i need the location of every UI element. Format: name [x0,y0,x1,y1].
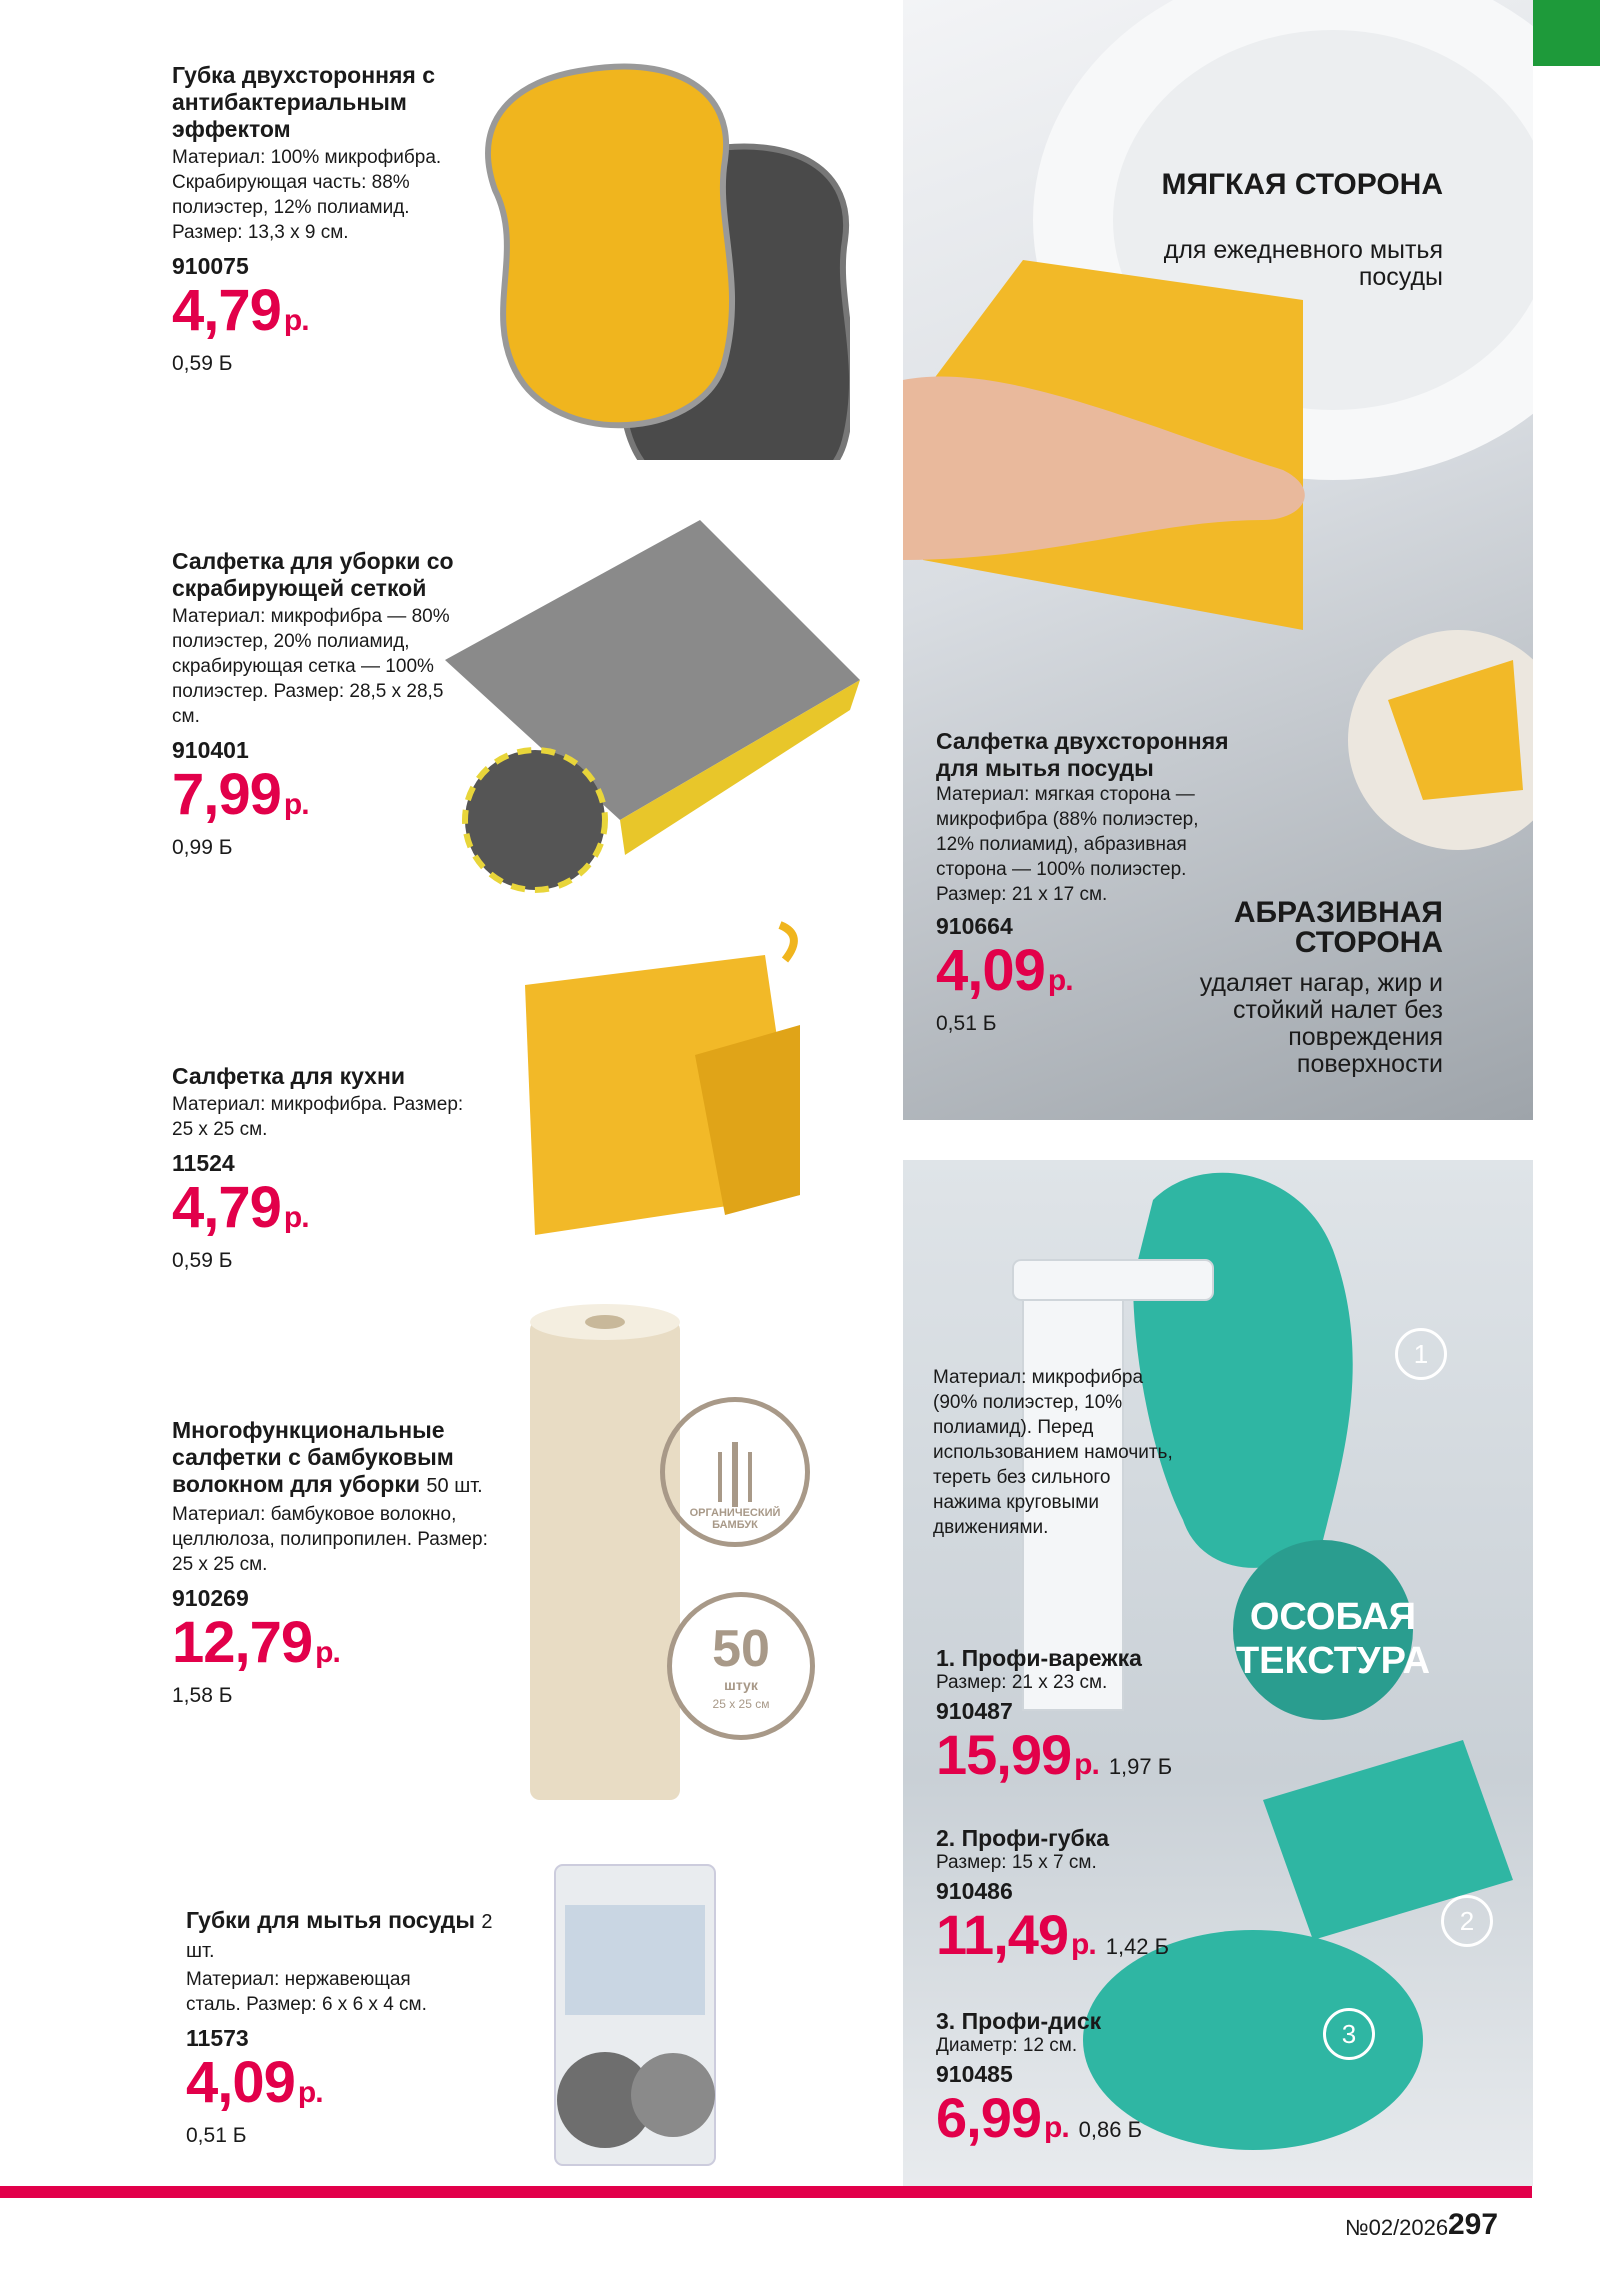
double-sided-cloth-info [936,728,1241,1036]
item-code: 910487 [936,1698,1013,1724]
product-code: 11524 [172,1150,235,1176]
paper-roll-image [525,1300,685,1810]
product-desc: Материал: нержавеющая сталь. Размер: 6 х 6 х 4 см. [186,1969,427,2015]
profi-item-3 [936,2008,1266,2160]
count-unit: штук [724,1677,758,1693]
profi-material-text: Материал: микрофибра (90% полиэстер, 10% полиамид). Перед использованием намочить, тереть без сильного нажима круговыми движениями. [933,1367,1173,1538]
abrasive-side-text: удаляет нагар, жир и стойкий налет без повреждения поверхности [1199,969,1443,1078]
product-price: 4,79 р. [172,1175,309,1240]
product-code: 910075 [172,253,249,279]
footer-divider [0,2186,1532,2198]
product-code: 11573 [186,2025,249,2051]
organic-badge-text: ОРГАНИЧЕСКИЙ БАМБУК [689,1507,781,1531]
profi-item-1 [936,1645,1266,1797]
texture-badge-text: ОСОБАЯ ТЕКСТУРА [1235,1596,1431,1682]
product-code: 910401 [172,737,249,763]
item-price: 15,99 р. 1,97 Б [936,1723,1173,1786]
product-points: 0,51 Б [936,1012,997,1035]
count-number: 50 [712,1620,770,1678]
product-points: 0,59 Б [172,1249,233,1272]
item-size: Размер: 15 х 7 см. [936,1852,1097,1873]
item-title: 1. Профи-варежка [936,1645,1142,1671]
product-price: 4,09 р. [936,938,1073,1003]
product-code: 910269 [172,1585,249,1611]
item-size: Размер: 21 х 23 см. [936,1672,1108,1693]
product-title: Салфетка для кухни [172,1063,405,1089]
product-title: Салфетка двухсторонняя для мытья посуды [936,728,1229,781]
sponge-image [475,60,850,460]
soft-side-text: для ежедневного мытья посуды [1163,236,1443,291]
product-desc: Материал: 100% микрофибра. Скрабирующая часть: 88% полиэстер, 12% полиамид. Размер: 13,3 х 9 см. [172,147,442,243]
marker-1: 1 [1395,1328,1447,1380]
page-number: 297 [1448,2208,1499,2241]
item-size: Диаметр: 12 см. [936,2035,1078,2056]
product-title: Салфетка для уборки со скрабирующей сеткой [172,548,454,601]
double-sided-cloth-panel [903,0,1533,1120]
issue-number: №02/2026 [1345,2215,1449,2240]
organic-bamboo-badge [660,1397,810,1547]
product-kitchen-cloth [172,1063,502,1273]
abrasive-side-title: АБРАЗИВНАЯ СТОРОНА [1233,896,1443,959]
product-price: 4,09 р. [186,2050,323,2115]
product-desc: Материал: микрофибра. Размер: 25 х 25 см. [172,1094,464,1140]
item-price: 11,49 р. 1,42 Б [936,1903,1170,1966]
count-size: 25 х 25 см [712,1697,770,1711]
product-sponge [172,62,502,376]
yellow-cloth-image [515,915,805,1245]
product-points: 0,59 Б [172,352,233,375]
product-price: 12,79 р. [172,1610,340,1675]
product-title: Губки для мытья посуды 2 шт. [186,1907,493,1962]
product-desc: Материал: микрофибра — 80% полиэстер, 20% полиамид, скрабирующая сетка — 100% полиэстер. Размер: 28,5 х 28,5 см. [172,606,450,727]
product-desc: Материал: бамбуковое волокно, целлюлоза, полипропилен. Размер: 25 х 25 см. [172,1504,488,1575]
marker-2: 2 [1441,1895,1493,1947]
gray-cloth-image [440,520,870,900]
steel-scrubber-package-image [545,1855,725,2185]
marker-3: 3 [1323,2008,1375,2060]
product-title: Многофункциональные салфетки с бамбуковым волокном для уборки 50 шт. [172,1417,483,1497]
item-price: 6,99 р. 0,86 Б [936,2086,1143,2149]
product-points: 0,99 Б [172,836,233,859]
product-code: 910664 [936,913,1013,939]
product-bamboo-towels [172,1417,502,1708]
product-points: 1,58 Б [172,1684,233,1707]
count-badge [667,1592,815,1740]
profi-set-panel [903,1160,1533,2186]
product-steel-scrubbers [186,1907,516,2148]
soft-side-title: МЯГКАЯ СТОРОНА [1161,168,1443,201]
product-price: 4,79 р. [172,278,309,343]
item-title: 2. Профи-губка [936,1825,1110,1851]
item-code: 910485 [936,2061,1013,2087]
profi-item-2 [936,1825,1266,1977]
item-title: 3. Профи-диск [936,2008,1102,2034]
product-desc: Материал: мягкая сторона — микрофибра (88% полиэстер, 12% полиамид), абразивная сторона — 100% полиэстер. Размер: 21 х 17 см. [936,784,1199,905]
product-points: 0,51 Б [186,2124,247,2147]
product-title: Губка двухсторонняя с антибактериальным эффектом [172,62,436,142]
item-code: 910486 [936,1878,1013,1904]
product-price: 7,99 р. [172,762,309,827]
